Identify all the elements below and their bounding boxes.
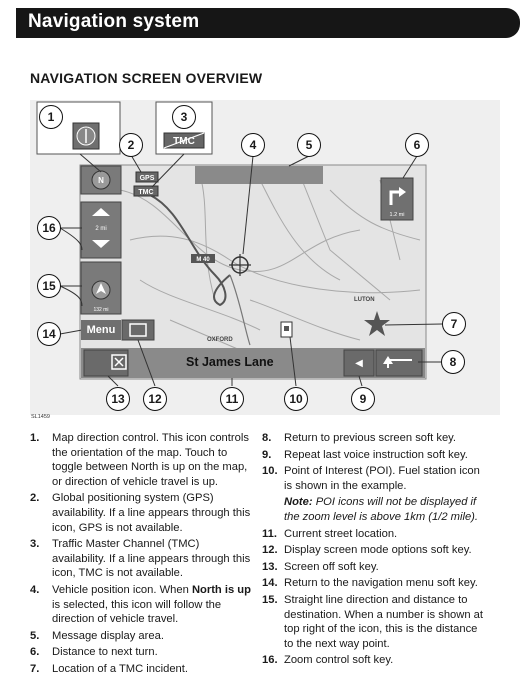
svg-text:◀︎: ◀︎: [355, 358, 363, 369]
callout-2: 2: [119, 133, 143, 157]
callout-4: 4: [241, 133, 265, 157]
description-list-left: [30, 431, 252, 679]
list-item: 11. Current street location.: [262, 527, 398, 540]
callout-1: 1: [39, 105, 63, 129]
callout-5: 5: [297, 133, 321, 157]
svg-text:GPS: GPS: [139, 175, 155, 182]
callout-16: 16: [37, 216, 61, 240]
callout-15: 15: [37, 274, 61, 298]
callout-9: 9: [351, 387, 375, 411]
list-item: 2. Global positioning system (GPS) availability. If a line appears through this icon, GPS is not available.: [30, 492, 251, 534]
list-item: 9. Repeat last voice instruction soft key.: [262, 448, 468, 461]
message-display-area: [195, 166, 323, 184]
callout-8: 8: [441, 350, 465, 374]
back-key: [376, 350, 422, 376]
list-item: 14. Return to the navigation menu soft key.: [262, 577, 478, 590]
list-item: 8. Return to previous screen soft key.: [262, 432, 457, 444]
svg-text:TMC: TMC: [173, 136, 195, 147]
svg-text:LUTON: LUTON: [354, 297, 375, 303]
list-item: 3. Traffic Master Channel (TMC) availability. If a line appears through this icon, TMC is not available.: [30, 538, 251, 580]
callout-3: 3: [172, 105, 196, 129]
section-title: NAVIGATION SCREEN OVERVIEW: [30, 70, 263, 86]
description-list-right: [262, 431, 488, 670]
svg-text:OXFORD: OXFORD: [207, 337, 233, 343]
menu-soft-key[interactable]: Menu: [81, 320, 121, 340]
callout-14: 14: [37, 322, 61, 346]
svg-text:N: N: [98, 176, 104, 185]
list-item: 4. Vehicle position icon. When North is up is selected, this icon will follow the direction of vehicle travel.: [30, 583, 251, 626]
svg-text:2 mi: 2 mi: [95, 226, 107, 232]
list-item: 13. Screen off soft key.: [262, 560, 379, 573]
list-item: 16. Zoom control soft key.: [262, 654, 394, 667]
display-mode-key: [122, 320, 154, 340]
callout-12: 12: [143, 387, 167, 411]
callout-13: 13: [106, 387, 130, 411]
callout-10: 10: [284, 387, 308, 411]
header-title: Navigation system: [28, 11, 200, 32]
next-turn-distance: 1.2 mi: [389, 212, 405, 218]
list-item: 1. Map direction control. This icon controls the orientation of the map. Touch to toggle between North is up on the map, or direction of vehicle travel is up.: [30, 432, 249, 488]
list-item: 7. Location of a TMC incident.: [30, 662, 188, 675]
svg-text:132 mi: 132 mi: [93, 307, 109, 313]
screen-off-key: [84, 350, 128, 376]
callout-6: 6: [405, 133, 429, 157]
list-item: 12. Display screen mode options soft key.: [262, 544, 472, 557]
figure-code: SL1459: [31, 414, 50, 420]
list-item: 10. Point of Interest (POI). Fuel station icon is shown in the example.: [262, 465, 480, 492]
motorway-label: M 40: [196, 257, 210, 263]
list-item: 5. Message display area.: [30, 629, 164, 642]
svg-text:TMC: TMC: [138, 189, 154, 196]
list-item: 6. Distance to next turn.: [30, 646, 158, 659]
current-street-label: St James Lane: [186, 355, 274, 369]
list-item: 15. Straight line direction and distance to destination. When a number is shown at top right of the icon, this is the distance to the next way point.: [262, 593, 483, 650]
callout-11: 11: [220, 387, 244, 411]
callout-7: 7: [442, 312, 466, 336]
note-item: Note: POI icons will not be displayed if the zoom level is above 1km (1/2 mile).: [284, 496, 478, 523]
